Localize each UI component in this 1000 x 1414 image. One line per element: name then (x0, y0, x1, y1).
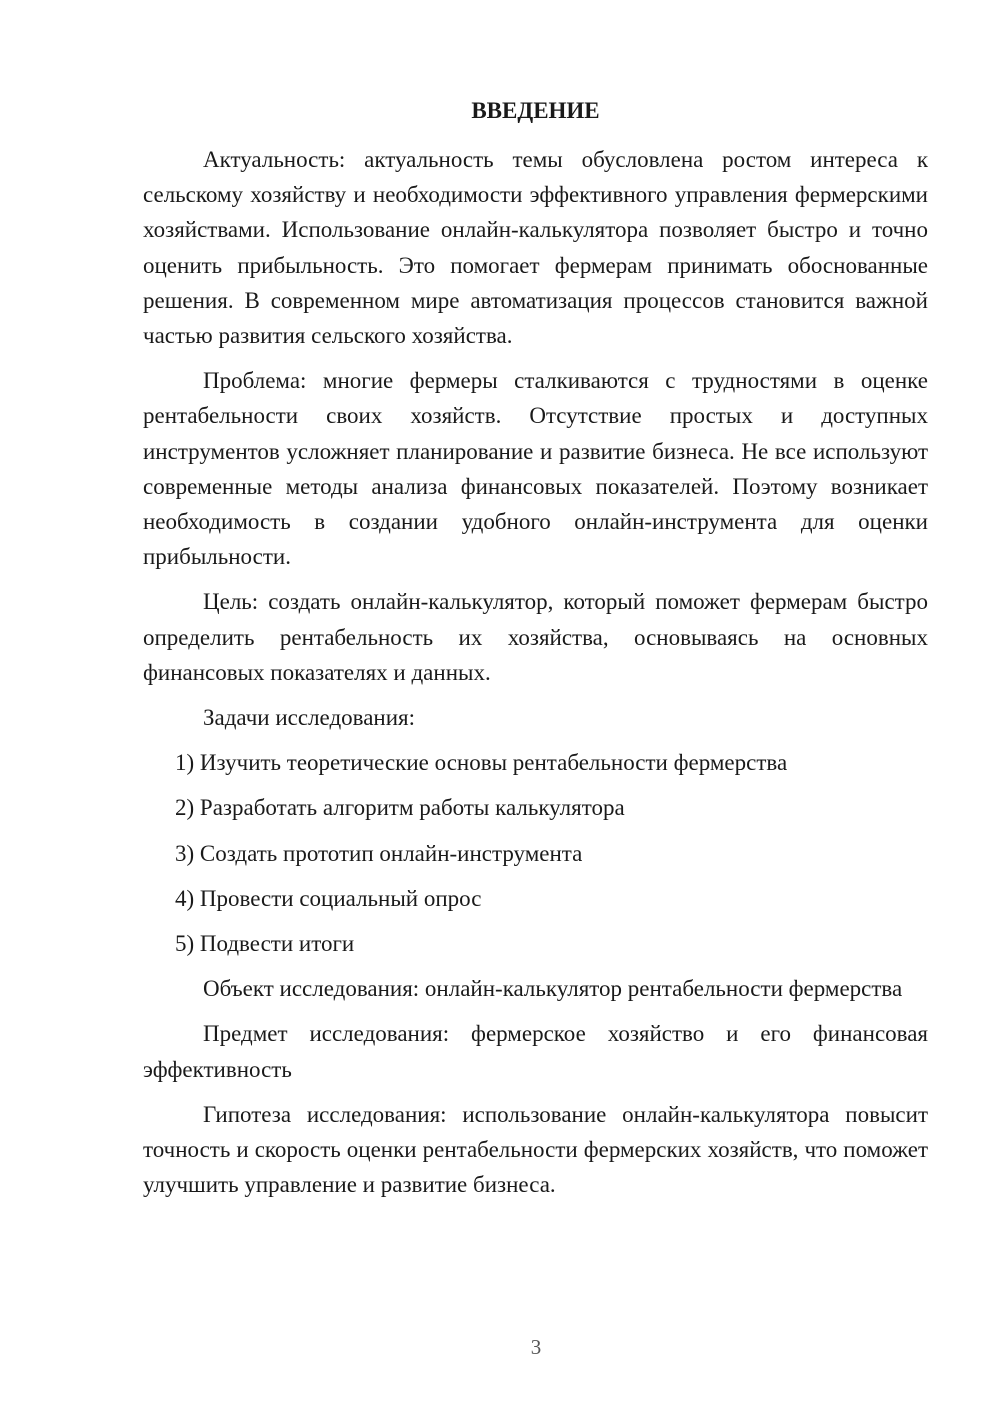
list-item: 2) Разработать алгоритм работы калькулятора (175, 795, 625, 821)
list-item: 4) Провести социальный опрос (175, 885, 482, 911)
list-item: 1) Изучить теоретические основы рентабельности фермерства (175, 750, 788, 776)
paragraph-problem: Проблема: многие фермеры сталкиваются с трудностями в оценке рентабельности своих хозяйств. Отсутствие простых и доступных инструментов усложняет планирование и развитие бизнеса. Не все используют современные методы анализа финансовых показателей. Поэтому возникает необходимость в создании удобного онлайн-инструмента для оценки прибыльности. (143, 368, 928, 570)
page-title: ВВЕДЕНИЕ (471, 98, 600, 123)
task-list (143, 745, 928, 961)
paragraph-subject: Предмет исследования: фермерское хозяйство и его финансовая эффективность (143, 1021, 928, 1082)
paragraph-relevance: Актуальность: актуальность темы обусловлена ростом интереса к сельскому хозяйству и необходимости эффективного управления фермерскими хозяйствами. Использование онлайн-калькулятора позволяет быстро и точно оценить прибыльность. Это помогает фермерам принимать обоснованные решения. В современном мире автоматизация процессов становится важной частью развития сельского хозяйства. (143, 147, 928, 349)
document-body (143, 142, 928, 1212)
paragraph-hypothesis: Гипотеза исследования: использование онлайн-калькулятора повысит точность и скорость оценки рентабельности фермерских хозяйств, что поможет улучшить управление и развитие бизнеса. (143, 1101, 928, 1198)
paragraph-goal: Цель: создать онлайн-калькулятор, который поможет фермерам быстро определить рентабельность их хозяйства, основываясь на основных финансовых показателях и данных. (143, 589, 928, 685)
paragraph-object: Объект исследования: онлайн-калькулятор рентабельности фермерства (203, 976, 903, 1002)
list-item: 5) Подвести итоги (175, 931, 355, 957)
list-item: 3) Создать прототип онлайн-инструмента (175, 840, 583, 866)
page-number: 3 (530, 1335, 542, 1359)
tasks-heading: Задачи исследования: (203, 705, 416, 731)
